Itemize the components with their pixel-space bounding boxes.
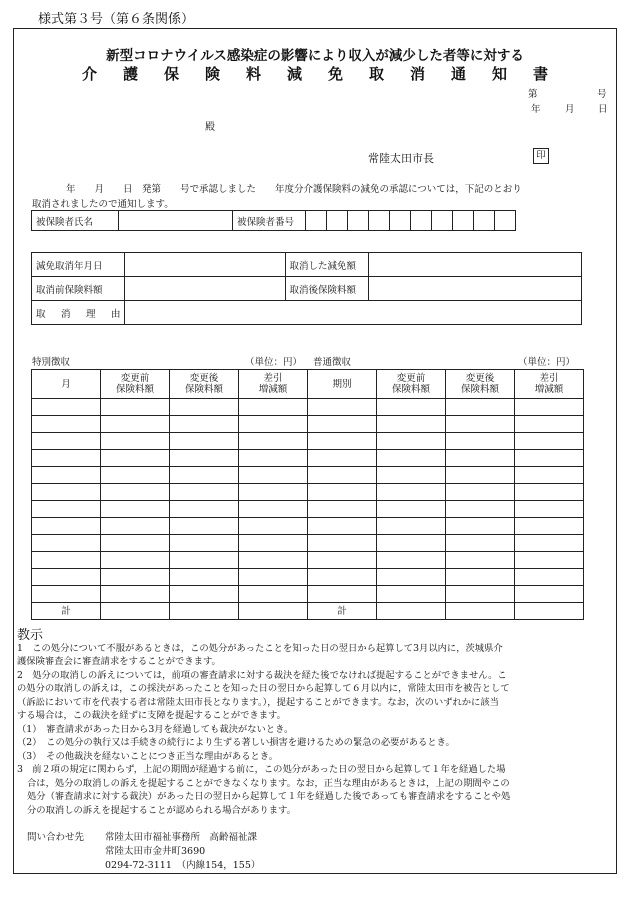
table-row [32,433,584,450]
cell-special-before[interactable] [101,518,170,535]
cell-special-diff[interactable] [239,586,308,603]
cell-special-diff[interactable] [239,501,308,518]
cell-normal-diff[interactable] [515,518,584,535]
table-row [32,399,584,416]
cell-special-before[interactable] [101,586,170,603]
cell-special-month[interactable] [32,399,101,416]
cell-normal-diff[interactable] [515,552,584,569]
header-normal-before-line1: 変更前 [396,373,426,384]
cell-normal-diff[interactable] [515,586,584,603]
notice-line: の処分の取消しの訴えは，この採決があったことを知った日の翌日から起算して６月以内に，常陸太田市を被告として [17,683,510,694]
doc-number-prefix: 第 [528,89,538,100]
cell-special-diff[interactable] [239,416,308,433]
amount-after-field[interactable] [368,277,581,301]
insured-number-digit[interactable] [495,211,516,231]
notice-line: （3） その他裁決を経ないことにつき正当な理由があるとき。 [17,751,279,762]
intro-line-2: 取消されましたので通知します。 [32,199,174,210]
total-special-before[interactable] [101,603,170,620]
cell-normal-period[interactable] [308,433,377,450]
cell-normal-after[interactable] [446,484,515,501]
cell-special-after[interactable] [170,467,239,484]
reason-label: 取 消 理 由 [32,301,125,325]
cell-special-diff[interactable] [239,450,308,467]
header-special-after-line2: 保険料額 [184,384,223,395]
cell-normal-diff[interactable] [515,501,584,518]
cell-special-after[interactable] [170,518,239,535]
issuer-name: 常陸太田市長 [368,152,434,165]
cell-special-month[interactable] [32,450,101,467]
cell-normal-before[interactable] [377,518,446,535]
cell-normal-after[interactable] [446,501,515,518]
total-label-special: 計 [32,603,101,620]
insured-number-digit[interactable] [327,211,348,231]
cell-special-after[interactable] [170,484,239,501]
cell-special-after[interactable] [170,569,239,586]
date-month: 月 [565,104,575,115]
cell-normal-diff[interactable] [515,433,584,450]
cell-special-before[interactable] [101,433,170,450]
cell-normal-period[interactable] [308,399,377,416]
cell-special-diff[interactable] [239,569,308,586]
table-row [32,552,584,569]
cell-normal-period[interactable] [308,450,377,467]
table-row [32,586,584,603]
cell-normal-before[interactable] [377,586,446,603]
cell-normal-after[interactable] [446,586,515,603]
table-row [32,450,584,467]
cell-special-diff[interactable] [239,433,308,450]
cell-special-after[interactable] [170,586,239,603]
cell-special-before[interactable] [101,552,170,569]
cell-normal-period[interactable] [308,535,377,552]
cell-normal-before[interactable] [377,535,446,552]
addressee-suffix: 殿 [205,122,215,133]
insured-number-digit[interactable] [474,211,495,231]
insured-number-digit[interactable] [348,211,369,231]
notice-line: 分の取消しの訴えを提起することが認められる場合があります。 [27,805,296,816]
header-special-diff [239,370,308,399]
amount-before-field[interactable] [124,277,285,301]
title-line-1: 新型コロナウイルス感染症の影響により収入が減少した者等に対する [106,48,524,64]
notice-line: 処分（審査請求に対する裁決）があった日の翌日から起算して１年を経過した後であっても審査請求をすることや処 [27,791,511,802]
cell-normal-diff[interactable] [515,535,584,552]
cell-normal-period[interactable] [308,501,377,518]
insured-number-digit[interactable] [453,211,474,231]
cell-normal-before[interactable] [377,569,446,586]
insured-name-field[interactable] [119,211,233,231]
notice-line: 合は，処分の取消しの訴えを提起することができなくなります。なお，正当な理由があるときは，上記の期間やこの [27,778,510,789]
notice-line: 護保険審査会に審査請求をすることができます。 [17,656,221,667]
collection-rows [32,399,584,603]
table-row [32,518,584,535]
cell-special-before[interactable] [101,501,170,518]
cell-special-diff[interactable] [239,535,308,552]
total-special-diff[interactable] [239,603,308,620]
notice-line: する場合は，この裁決を経ずに支障を提起することができます。 [17,710,286,721]
notice-line: （2） この処分の執行又は手続きの続行により生ずる著しい損害を避けるための緊急の必要があるとき。 [17,737,455,748]
insured-name-label: 被保険者氏名 [32,211,119,231]
normal-collection-label: 普通徴収 [313,357,352,368]
cell-special-month[interactable] [32,586,101,603]
header-special-diff-line1: 差引 [263,373,283,384]
cell-normal-after[interactable] [446,518,515,535]
form-number: 様式第３号（第６条関係） [38,12,195,27]
insured-number-digit[interactable] [369,211,390,231]
special-collection-label: 特別徴収 [32,357,71,368]
insured-number-digit[interactable] [306,211,327,231]
doc-number-suffix: 号 [597,89,607,100]
cell-normal-before[interactable] [377,552,446,569]
cell-special-after[interactable] [170,433,239,450]
cell-special-month[interactable] [32,535,101,552]
header-normal-diff [515,370,584,399]
revoked-amount-field[interactable] [368,253,581,277]
notice-line: 3 前２項の規定に関わらず，上記の期間が経過する前に，この処分があった日の翌日から起算して１年を経過した場 [17,764,506,775]
contact-office: 常陸太田市福祉事務所 高齢福祉課 [105,832,258,843]
table-row [32,467,584,484]
cell-normal-after[interactable] [446,416,515,433]
cell-normal-period[interactable] [308,518,377,535]
cell-normal-before[interactable] [377,433,446,450]
special-collection-unit: （単位：円） [245,357,303,368]
header-normal-after-line2: 保険料額 [460,384,499,395]
total-special-after[interactable] [170,603,239,620]
cell-normal-after[interactable] [446,535,515,552]
cell-normal-before[interactable] [377,501,446,518]
cell-normal-diff[interactable] [515,416,584,433]
notice-line: 1 この処分について不服があるときは，この処分があったことを知った日の翌日から起算して3月以内に，茨城県介 [17,643,503,654]
notice-line: （訴訟において市を代表する者は常陸太田市長となります。），提起することができます。なお，次のいずれかに該当 [17,697,499,708]
reason-field[interactable] [124,301,581,325]
header-special-after [170,370,239,399]
cell-special-diff[interactable] [239,467,308,484]
cell-normal-period[interactable] [308,586,377,603]
table-row [32,416,584,433]
cell-normal-after[interactable] [446,569,515,586]
cell-special-before[interactable] [101,484,170,501]
seal-box: 印 [533,148,549,164]
cell-special-diff[interactable] [239,484,308,501]
cell-normal-diff[interactable] [515,467,584,484]
cell-special-before[interactable] [101,450,170,467]
table-row [32,501,584,518]
cell-normal-period[interactable] [308,569,377,586]
cell-normal-after[interactable] [446,399,515,416]
cell-normal-before[interactable] [377,467,446,484]
cell-special-month[interactable] [32,433,101,450]
revocation-date-field[interactable] [124,253,285,277]
cell-special-month[interactable] [32,501,101,518]
amount-before-label: 取消前保険料額 [32,277,125,301]
cell-normal-after[interactable] [446,552,515,569]
cell-special-month[interactable] [32,552,101,569]
insured-number-digit[interactable] [390,211,411,231]
intro-line-1: 年 月 日 発第 号で承認しました 年度分介護保険料の減免の承認については，下記のとおり [66,184,522,195]
header-month: 月 [32,370,101,399]
insured-number-digit[interactable] [411,211,432,231]
cell-special-before[interactable] [101,399,170,416]
cell-normal-after[interactable] [446,433,515,450]
title-line-2: 介護保険料減免取消通知書 [81,65,574,83]
cell-special-month[interactable] [32,467,101,484]
collection-table [31,369,584,620]
cell-normal-period[interactable] [308,484,377,501]
cell-special-diff[interactable] [239,518,308,535]
header-special-before-line2: 保険料額 [115,384,154,395]
cell-special-after[interactable] [170,535,239,552]
total-normal-diff[interactable] [515,603,584,620]
cell-normal-period[interactable] [308,467,377,484]
cell-special-after[interactable] [170,501,239,518]
revocation-date-label: 減免取消年月日 [32,253,125,277]
cell-normal-diff[interactable] [515,450,584,467]
amount-after-label: 取消後保険料額 [285,277,368,301]
cell-normal-before[interactable] [377,484,446,501]
total-normal-after[interactable] [446,603,515,620]
header-special-diff-line2: 増減額 [258,384,288,395]
revocation-table [31,252,582,325]
header-normal-before [377,370,446,399]
cell-normal-before[interactable] [377,399,446,416]
cell-special-month[interactable] [32,416,101,433]
cell-special-month[interactable] [32,484,101,501]
header-special-after-line1: 変更後 [189,373,219,384]
cell-special-after[interactable] [170,552,239,569]
header-special-before [101,370,170,399]
total-normal-before[interactable] [377,603,446,620]
cell-special-diff[interactable] [239,399,308,416]
header-normal-diff-line1: 差引 [539,373,559,384]
insured-person-table [31,210,516,231]
insured-number-label: 被保険者番号 [233,211,306,231]
table-row [32,535,584,552]
cell-normal-period[interactable] [308,416,377,433]
cell-special-month[interactable] [32,569,101,586]
contact-address: 常陸太田市金井町3690 [105,846,206,857]
table-row [32,569,584,586]
cell-special-before[interactable] [101,569,170,586]
cell-special-month[interactable] [32,518,101,535]
cell-special-before[interactable] [101,416,170,433]
cell-special-after[interactable] [170,450,239,467]
cell-normal-diff[interactable] [515,399,584,416]
cell-normal-diff[interactable] [515,484,584,501]
header-normal-diff-line2: 増減額 [534,384,564,395]
cell-normal-after[interactable] [446,450,515,467]
notice-title: 教示 [17,628,44,643]
cell-normal-after[interactable] [446,467,515,484]
cell-normal-period[interactable] [308,552,377,569]
header-normal-after [446,370,515,399]
header-normal-after-line1: 変更後 [465,373,495,384]
revoked-amount-label: 取消した減免額 [285,253,368,277]
cell-special-after[interactable] [170,399,239,416]
date-year: 年 [531,104,541,115]
cell-special-before[interactable] [101,535,170,552]
header-period: 期別 [308,370,377,399]
cell-special-before[interactable] [101,467,170,484]
cell-normal-before[interactable] [377,416,446,433]
contact-phone: 0294-72-3111 （内線154，155） [105,860,261,871]
insured-number-digit[interactable] [432,211,453,231]
notice-line: （1） 審査請求があった日から3月を経過しても裁決がないとき。 [17,724,294,735]
header-special-before-line1: 変更前 [120,373,150,384]
contact-label: 問い合わせ先 [27,832,85,843]
notice-line: 2 処分の取消しの訴えについては，前項の審査請求に対する裁決を経た後でなければ提起することができません。こ [17,670,507,681]
cell-normal-before[interactable] [377,450,446,467]
normal-collection-unit: （単位：円） [518,357,576,368]
cell-special-diff[interactable] [239,552,308,569]
cell-normal-diff[interactable] [515,569,584,586]
date-day: 日 [598,104,608,115]
header-normal-before-line2: 保険料額 [391,384,430,395]
table-row [32,484,584,501]
cell-special-after[interactable] [170,416,239,433]
total-label-normal: 計 [308,603,377,620]
